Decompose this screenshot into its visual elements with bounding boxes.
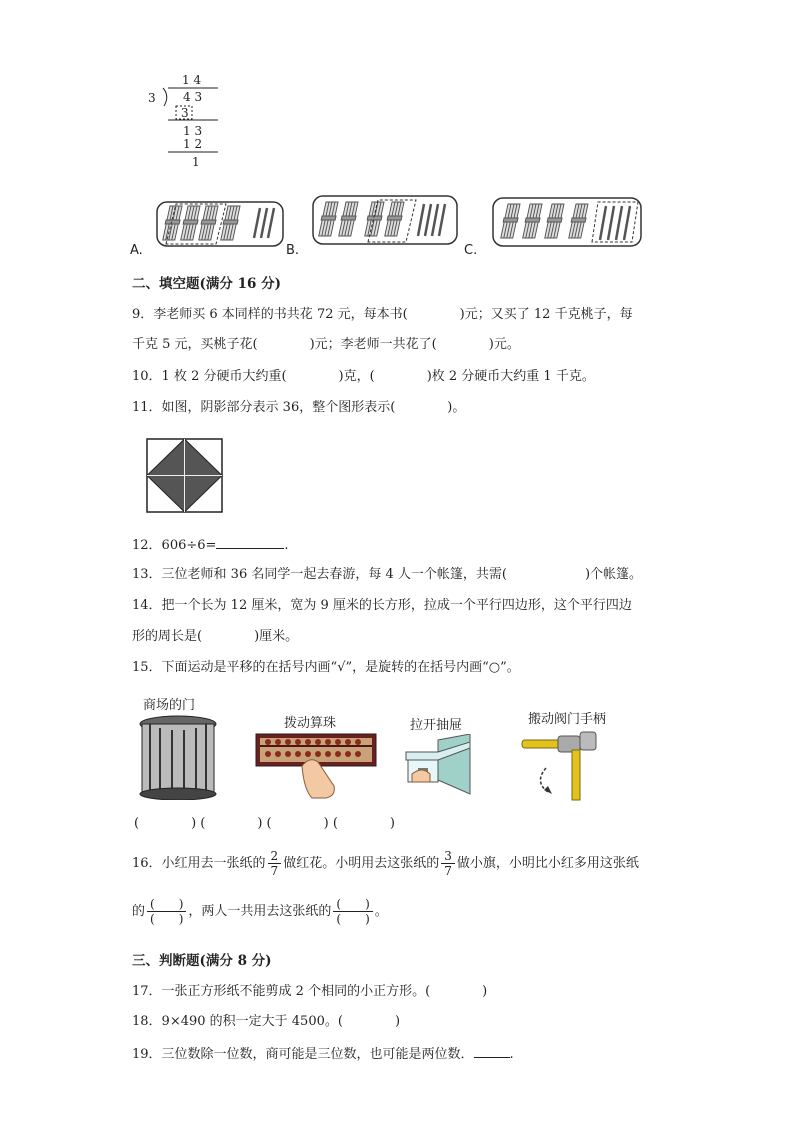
q12-prefix: 12．606÷6= [132, 538, 217, 553]
q19 [132, 1045, 514, 1064]
fraction-3-7-denominator: 7 [444, 864, 452, 878]
q16-part5: ，两人一共用去这张纸的 [188, 904, 332, 919]
q19-suffix: . [509, 1047, 514, 1062]
q16-part6: 。 [374, 904, 388, 919]
remainder: 1 [192, 155, 200, 169]
q19-prefix: 19．三位数除一位数，商可能是三位数，也可能是两位数． [132, 1047, 474, 1062]
divisor: 3 [148, 91, 156, 105]
fraction-blank-difference[interactable] [147, 897, 186, 926]
option-a[interactable] [130, 198, 290, 260]
caption-valve-handle: 搬动阀门手柄 [528, 712, 607, 727]
q13-text: 13．三位老师和 36 名同学一起去春游，每 4 人一个帐篷，共需( )个帐篷。 [132, 567, 643, 582]
sticks-image-a [156, 198, 286, 250]
valve-handle-image [518, 728, 608, 802]
section-2-title: 二、填空题(满分 16 分) [132, 276, 281, 292]
caption-drawer: 拉开抽屉 [410, 718, 463, 733]
q14-line2: 形的周长是( )厘米。 [132, 629, 299, 644]
section-3-title: 三、判断题(满分 8 分) [132, 953, 272, 969]
q14-line1: 14．把一个长为 12 厘米，宽为 9 厘米的长方形，拉成一个平行四边形，这个平行四边 [132, 598, 632, 613]
option-c[interactable] [464, 194, 646, 260]
q10-text: 10．1 枚 2 分硬币大约重( )克，( )枚 2 分硬币大约重 1 千克。 [132, 369, 595, 384]
q16-line2 [132, 896, 388, 928]
option-b-label: B. [286, 243, 300, 258]
fraction-2-7-denominator: 7 [270, 864, 279, 878]
q12 [132, 536, 289, 555]
q16-part2: 做红花。小明用去这张纸的 [283, 856, 440, 871]
first-product: 3 [181, 106, 189, 120]
q19-answer-blank[interactable] [474, 1045, 510, 1058]
quotient: 1 4 [182, 73, 202, 87]
drawer-image [404, 734, 474, 800]
q16-part3: 做小旗，小明比小红多用这张纸 [456, 856, 639, 871]
dividend: 4 3 [183, 90, 203, 104]
sticks-image-c [492, 194, 644, 250]
fraction-2-7-numerator: 2 [268, 849, 282, 864]
option-c-label: C. [464, 243, 478, 258]
q12-answer-blank[interactable] [216, 536, 284, 549]
q16-line1 [132, 849, 639, 879]
q16-part1: 16．小红用去一张纸的 [132, 856, 266, 871]
abacus-hand-image [254, 732, 380, 800]
fraction-blank-difference-numerator[interactable]: ( ) [147, 897, 186, 912]
q15-answer-row[interactable]: ( ) ( ) ( ) ( ) [134, 816, 395, 831]
q16-part4: 的 [132, 904, 146, 919]
q18-text: 18．9×490 的积一定大于 4500。( ) [132, 1014, 401, 1029]
fraction-3-7-numerator: 3 [441, 849, 455, 864]
fraction-blank-total-denominator[interactable]: ( ) [336, 912, 370, 926]
sticks-image-b [312, 192, 460, 248]
fraction-blank-total-numerator[interactable]: ( ) [333, 897, 372, 912]
fraction-blank-total[interactable] [333, 897, 372, 926]
caption-abacus: 拨动算珠 [284, 716, 337, 731]
revolving-door-image [138, 714, 218, 800]
fraction-2-7 [268, 849, 282, 878]
fraction-blank-difference-denominator[interactable]: ( ) [150, 912, 184, 926]
diamond-in-square-figure [146, 438, 224, 514]
second-partial: 1 3 [183, 124, 203, 138]
q15-text: 15．下面运动是平移的在括号内画“√”，是旋转的在括号内画“○”。 [132, 660, 520, 675]
fraction-3-7 [441, 849, 455, 878]
q12-suffix: . [284, 538, 289, 553]
second-product: 1 2 [183, 137, 203, 151]
q11-text: 11．如图，阴影部分表示 36，整个图形表示( )。 [132, 400, 466, 415]
q9-line2: 千克 5 元，买桃子花( )元；李老师一共花了( )元。 [132, 337, 520, 352]
q17-text: 17．一张正方形纸不能剪成 2 个相同的小正方形。( ) [132, 984, 488, 999]
option-b[interactable] [286, 192, 462, 260]
long-division [140, 70, 230, 170]
option-a-label: A. [130, 243, 143, 258]
caption-mall-door: 商场的门 [143, 698, 196, 713]
q9-line1: 9．李老师买 6 本同样的书共花 72 元，每本书( )元；又买了 12 千克桃子，每 [132, 307, 633, 322]
